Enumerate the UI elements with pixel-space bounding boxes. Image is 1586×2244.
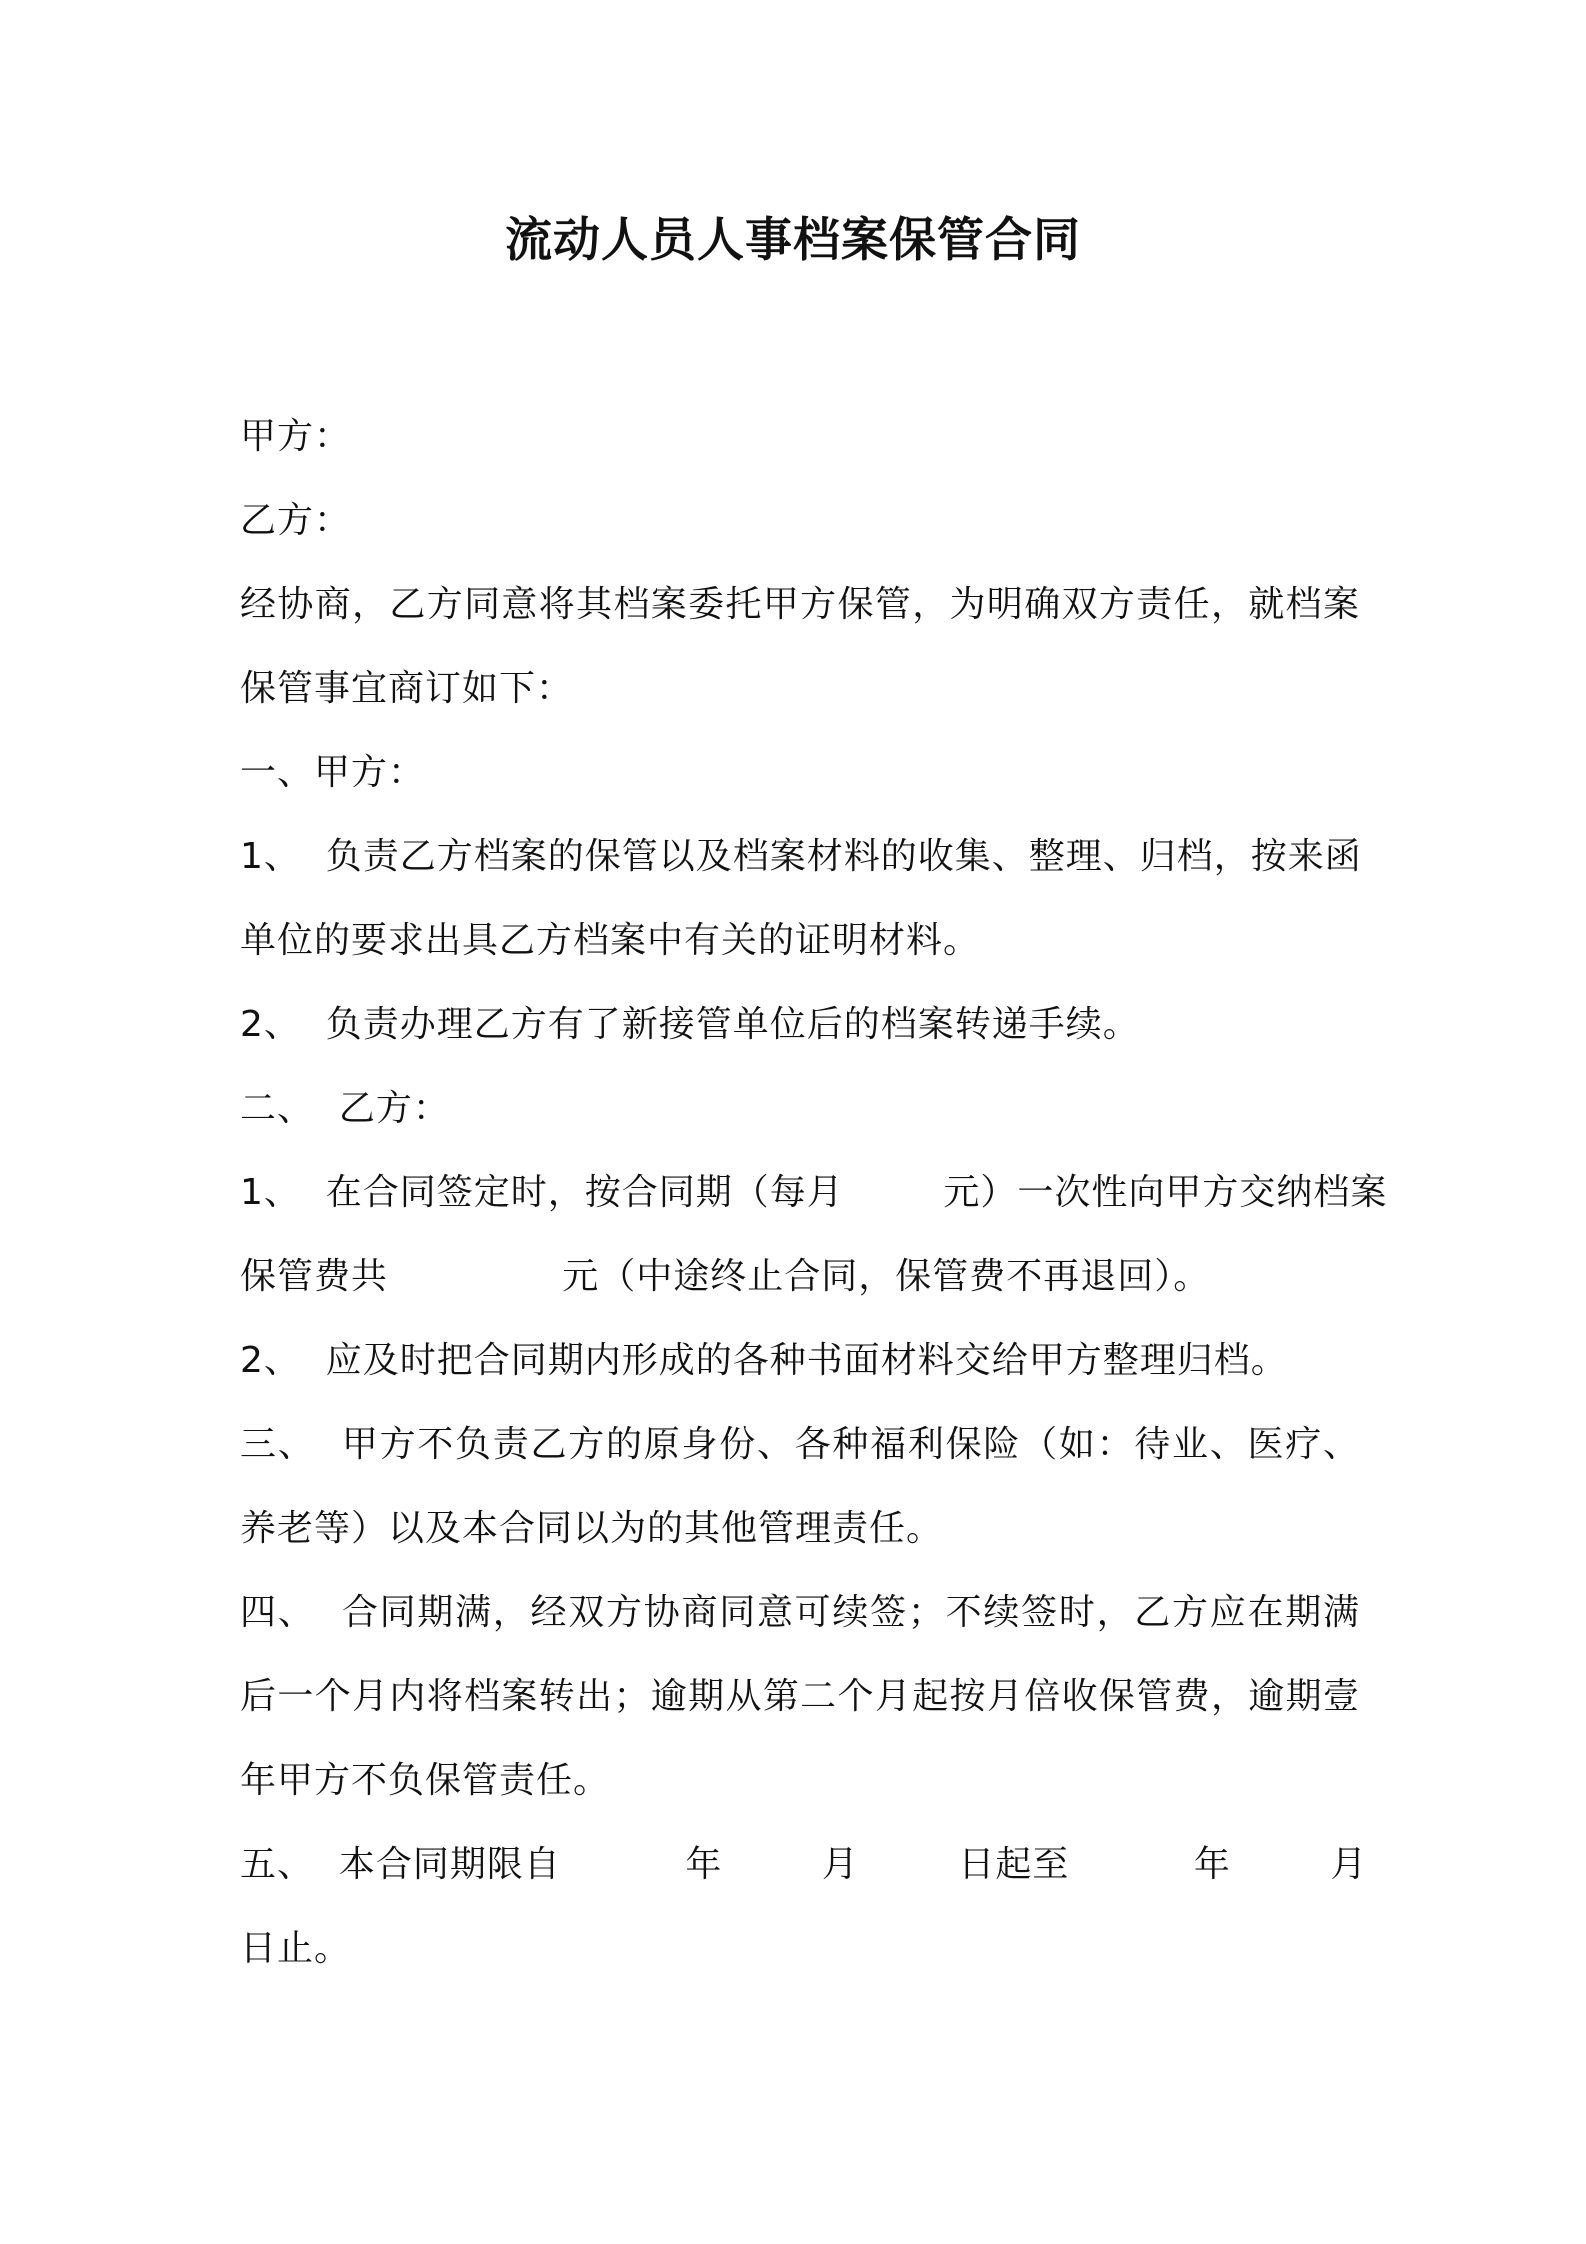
section-4-line-3: 年甲方不负保管责任。	[240, 1760, 611, 1801]
section-5-line-2: 日止。	[240, 1928, 352, 1969]
section-1-heading: 一、甲方：	[240, 752, 426, 793]
section-3-line-2: 养老等）以及本合同以为的其他管理责任。	[240, 1508, 944, 1549]
section-5-line-1: 五、 本合同期限自 年 月 日起至 年 月	[240, 1844, 1368, 1885]
section-4-line-2: 后一个月内将档案转出；逾期从第二个月起按月倍收保管费，逾期壹	[240, 1676, 1360, 1717]
section-1-item-2: 2、 负责办理乙方有了新接管单位后的档案转递手续。	[240, 1004, 1140, 1045]
section-2-item-1-line-2: 保管费共 元（中途终止合同，保管费不再退回）。	[240, 1256, 1211, 1297]
section-3-line-1: 三、 甲方不负责乙方的原身份、各种福利保险（如：待业、医疗、	[240, 1424, 1360, 1465]
section-2-item-1-line-1: 1、 在合同签定时，按合同期（每月 元）一次性向甲方交纳档案	[240, 1172, 1388, 1213]
preamble-line-1: 经协商，乙方同意将其档案委托甲方保管，为明确双方责任，就档案	[240, 584, 1360, 625]
document-title: 流动人员人事档案保管合同	[505, 213, 1081, 268]
section-1-item-1-line-1: 1、 负责乙方档案的保管以及档案材料的收集、整理、归档，按来函	[240, 836, 1362, 877]
party-a-line: 甲方：	[240, 416, 352, 457]
party-b-line: 乙方：	[240, 500, 352, 541]
section-2-item-2: 2、 应及时把合同期内形成的各种书面材料交给甲方整理归档。	[240, 1340, 1288, 1381]
section-1-item-1-line-2: 单位的要求出具乙方档案中有关的证明材料。	[240, 920, 981, 961]
section-4-line-1: 四、 合同期满，经双方协商同意可续签；不续签时，乙方应在期满	[240, 1592, 1360, 1633]
section-2-heading: 二、 乙方：	[240, 1088, 450, 1129]
preamble-line-2: 保管事宜商订如下：	[240, 668, 574, 709]
